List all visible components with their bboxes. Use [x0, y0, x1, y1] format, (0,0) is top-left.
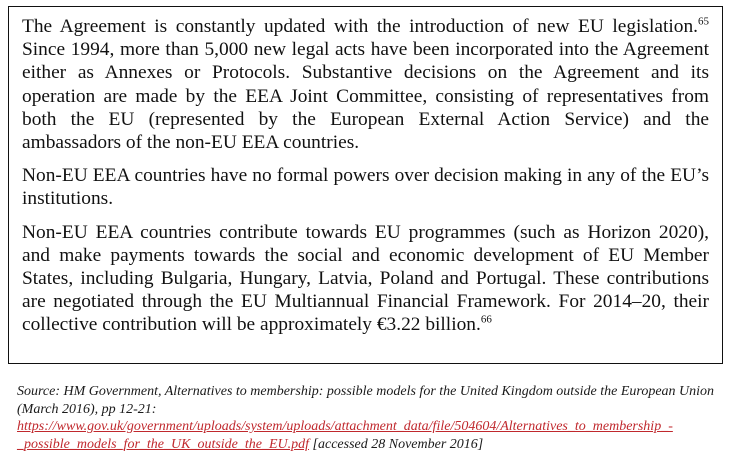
paragraph-text: Non-EU EEA countries have no formal powers over decision making in any of the EU’s institutions. — [22, 165, 709, 210]
paragraph-text: The Agreement is constantly updated with the introduction of new EU legislation. — [22, 16, 698, 37]
source-suffix: [accessed 28 November 2016] — [309, 436, 484, 452]
paragraph-no-formal-powers — [22, 164, 709, 210]
source-citation — [17, 383, 717, 453]
paragraph-text: Since 1994, more than 5,000 new legal acts have been incorporated into the Agreement either as Annexes or Protocols. Substantive decisions on the Agreement and its operation are made by the EEA Joint Committee, consisting of representatives from both the EU (represented by the European External Action Service) and the ambassadors of the non-EU EEA countries. — [22, 39, 709, 154]
footnote-marker-65[interactable]: 65 — [698, 15, 709, 28]
source-prefix: Source: HM Government, Alternatives to membership: possible models for the United Kingdom outside the European Union (March 2016), pp 12-21: — [17, 384, 715, 417]
paragraph-eea-agreement-updates — [22, 15, 709, 154]
paragraph-contributions — [22, 221, 709, 337]
boxed-text-panel — [8, 6, 723, 364]
paragraph-text: Non-EU EEA countries contribute towards EU programmes (such as Horizon 2020), and make payments towards the social and economic development of EU Member States, including Bulgaria, Hungary, Latvia, Poland and Portugal. These contributions are negotiated through the EU Multiannual Financial Framework. For 2014–20, their collective contribution will be approximately €3.22 billion. — [22, 221, 709, 336]
source-link[interactable]: https://www.gov.uk/government/uploads/system/uploads/attachment_data/file/504604/Alternatives_to_membership_-_possible_models_for_the_UK_outside_the_EU.pdf — [17, 419, 673, 452]
footnote-marker-66[interactable]: 66 — [480, 313, 492, 326]
